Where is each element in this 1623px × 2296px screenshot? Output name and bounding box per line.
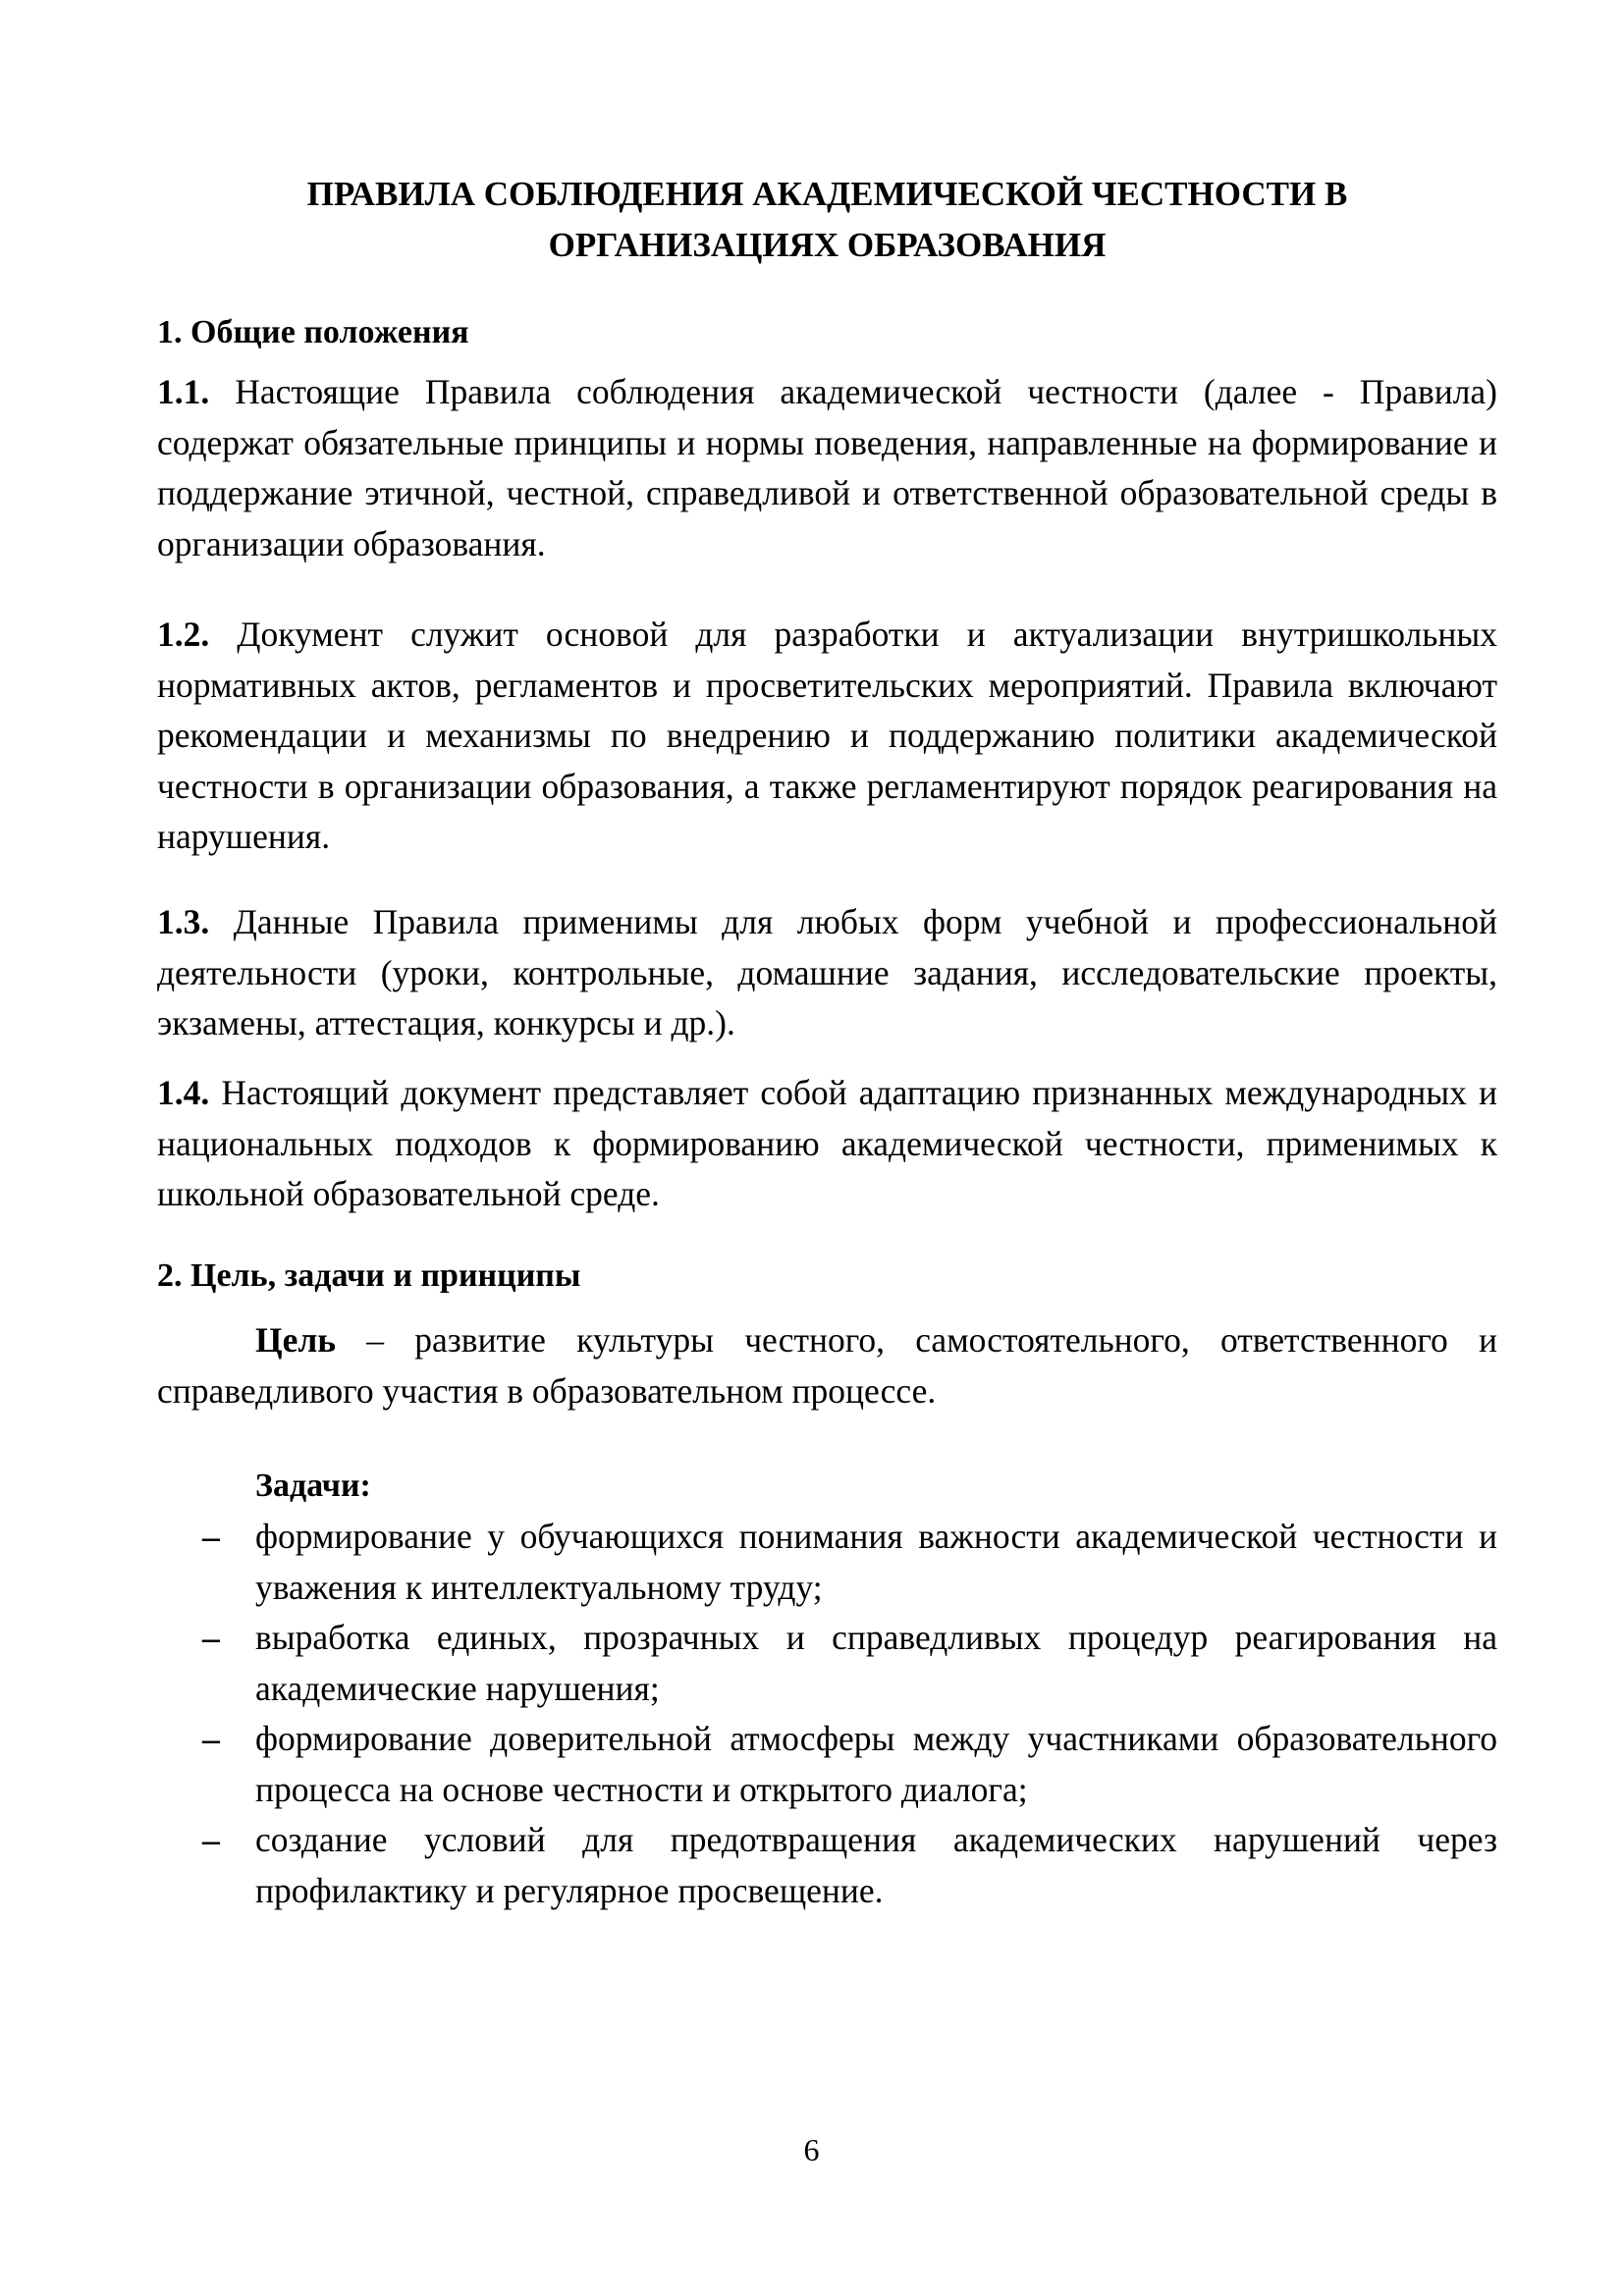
paragraph-number: 1.1. [157, 372, 210, 411]
page-number: 6 [803, 2132, 820, 2167]
section-heading-goals: 2. Цель, задачи и принципы [157, 1257, 581, 1294]
list-item [157, 1714, 1497, 1815]
paragraph-text: Настоящий документ представляет собой адаптацию признанных международных и национальных подходов к формированию академической честности, применимых к школьной образовательной среде. [157, 1073, 1497, 1213]
tasks-label: Задачи: [255, 1468, 371, 1504]
list-item-text: создание условий для предотвращения академических нарушений через профилактику и регулярное просвещение. [255, 1820, 1497, 1910]
list-item [157, 1512, 1497, 1613]
list-item [157, 1613, 1497, 1714]
paragraph-1-3 [157, 897, 1497, 1049]
paragraph-1-4 [157, 1068, 1497, 1220]
section-heading-general: 1. Общие положения [157, 314, 469, 350]
dash-bullet-icon: – [202, 1820, 220, 1859]
paragraph-number: 1.4. [157, 1073, 210, 1112]
list-item-text: формирование доверительной атмосферы между участниками образовательного процесса на основе честности и открытого диалога; [255, 1719, 1497, 1809]
paragraph-1-2 [157, 610, 1497, 863]
paragraph-text: Данные Правила применимы для любых форм учебной и профессиональной деятельности (уроки, контрольные, домашние задания, исследовательские проекты, экзамены, аттестация, конкурсы и др.). [157, 902, 1497, 1042]
paragraph-number: 1.3. [157, 902, 210, 941]
list-item-text: выработка единых, прозрачных и справедливых процедур реагирования на академические нарушения; [255, 1618, 1497, 1708]
paragraph-number: 1.2. [157, 614, 210, 654]
dash-bullet-icon: – [202, 1517, 220, 1556]
paragraph-text: Настоящие Правила соблюдения академической честности (далее - Правила) содержат обязательные принципы и нормы поведения, направленные на формирование и поддержание этичной, честной, справедливой и ответственной образовательной среды в организации образования. [157, 372, 1497, 563]
dash-bullet-icon: – [202, 1618, 220, 1657]
goal-paragraph [157, 1315, 1497, 1416]
paragraph-1-1 [157, 367, 1497, 569]
goal-label: Цель [255, 1320, 337, 1360]
list-item [157, 1815, 1497, 1916]
goal-text: – развитие культуры честного, самостоятельного, ответственного и справедливого участия в образовательном процессе. [157, 1320, 1497, 1411]
title-line: ПРАВИЛА СОБЛЮДЕНИЯ АКАДЕМИЧЕСКОЙ ЧЕСТНОСТИ В [306, 175, 1348, 213]
title-line: ОРГАНИЗАЦИЯХ ОБРАЗОВАНИЯ [548, 226, 1107, 264]
tasks-list [157, 1512, 1497, 1916]
list-item-text: формирование у обучающихся понимания важности академической честности и уважения к интеллектуальному труду; [255, 1517, 1497, 1607]
document-title [157, 169, 1497, 271]
dash-bullet-icon: – [202, 1719, 220, 1758]
paragraph-text: Документ служит основой для разработки и актуализации внутришкольных нормативных актов, регламентов и просветительских мероприятий. Правила включают рекомендации и механизмы по внедрению и поддержанию политики академической честности в организации образования, а также регламентируют порядок реагирования на нарушения. [157, 614, 1497, 856]
